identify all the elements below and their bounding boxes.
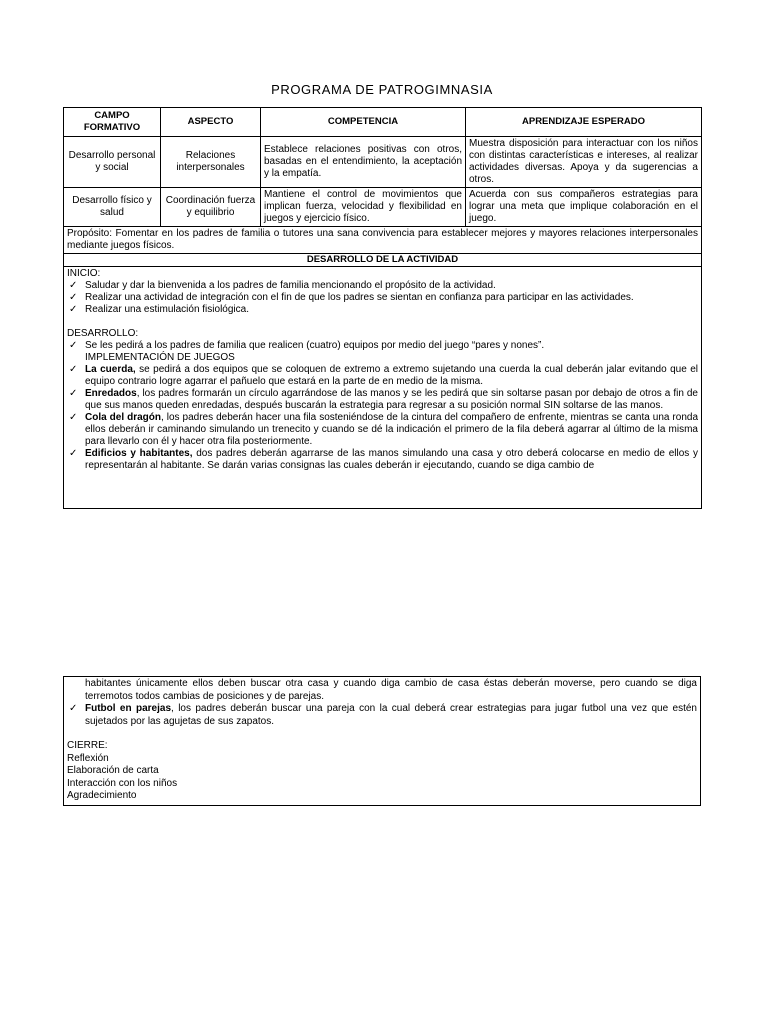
list-item: ✓ Se les pedirá a los padres de familia que realicen (cuatro) equipos por medio del juego “pares y nones”.: [69, 340, 545, 351]
game-name: Edificios y habitantes,: [85, 448, 193, 459]
cell-competencia: Establece relaciones positivas con otros, basadas en el entendimiento, la aceptación y la empatía.: [261, 137, 466, 188]
check-icon: ✓: [69, 412, 78, 423]
activity-row: [64, 267, 702, 509]
check-icon: ✓: [69, 388, 78, 399]
cell-aprendizaje: Acuerda con sus compañeros estrategias para lograr una meta que implique colaboración en el juego.: [466, 188, 702, 227]
game-name: Enredados: [85, 388, 137, 399]
cierre-item: Elaboración de carta: [67, 765, 159, 776]
page-title: PROGRAMA DE PATROGIMNASIA: [271, 82, 493, 97]
inicio-list: [67, 280, 698, 316]
table-row: [64, 188, 702, 227]
check-icon: ✓: [69, 292, 78, 303]
list-item: ✓ Realizar una actividad de integración con el fin de que los padres se sientan en confianza para participar en las actividades.: [69, 292, 634, 303]
cierre-item: Interacción con los niños: [67, 777, 178, 789]
list-item: ✓ Saludar y dar la bienvenida a los padres de familia mencionando el propósito de la actividad.: [69, 280, 496, 291]
table-row: [64, 137, 702, 188]
game-name: Futbol en parejas: [85, 703, 172, 714]
check-icon: ✓: [69, 340, 78, 351]
cell-aspecto: Relaciones interpersonales: [161, 137, 261, 188]
program-table: [63, 107, 702, 509]
activity-body: [64, 267, 702, 509]
check-icon: ✓: [69, 304, 78, 315]
cell-aprendizaje: Muestra disposición para interactuar con los niños con distintas características e intereses, al realizar actividades diversas. Apoya y da sugerencias a otros.: [466, 137, 702, 188]
games-list: [67, 364, 698, 472]
cierre-item: Agradecimiento: [67, 790, 137, 801]
game-name: Cola del dragón: [85, 412, 161, 423]
header-aspecto: ASPECTO: [161, 108, 261, 137]
purpose-row: [64, 227, 702, 254]
cell-competencia: Mantiene el control de movimientos que implican fuerza, velocidad y flexibilidad en juegos y ejercicio físico.: [261, 188, 466, 227]
list-item: ✓ Futbol en parejas, los padres deberán buscar una pareja con la cual deberá crear estrategias para jugar futbol una vez que estén sujetados por las agujetas de sus zapatos.: [69, 703, 697, 727]
check-icon: ✓: [69, 364, 78, 375]
header-competencia: COMPETENCIA: [261, 108, 466, 137]
cierre-label: CIERRE:: [67, 740, 108, 751]
cierre-item: Reflexión: [67, 752, 109, 764]
check-icon: ✓: [69, 280, 78, 291]
desarrollo-label: DESARROLLO:: [67, 328, 139, 339]
games-list-continued: [67, 703, 697, 728]
purpose-text: Propósito: Fomentar en los padres de familia o tutores una sana convivencia para establecer mejores y mayores relaciones interpersonales mediante juegos físicos.: [64, 227, 702, 254]
section-header-row: [64, 254, 702, 267]
list-item: ✓ La cuerda, se pedirá a dos equipos que se coloquen de extremo a extremo sujetando una cuerda la cual deberán jalar evitando que el equipo contrario logre agarrar el pañuelo que estará en la parte de en medio de la misma.: [69, 364, 698, 387]
cell-campo: Desarrollo personal y social: [64, 137, 161, 188]
list-item: ✓ Cola del dragón, los padres deberán hacer una fila sosteniéndose de la cintura del compañero de enfrente, mientras se canta una ronda ellos deberán ir caminando simulando un trenecito y cuando se dé la indicación el primero de la fila deberá agarrar al último de la misma para llevarlo con él y hacer otra fila posteriormente.: [69, 412, 698, 447]
games-subtitle: IMPLEMENTACIÓN DE JUEGOS: [85, 352, 235, 363]
check-icon: ✓: [69, 703, 78, 714]
inicio-label: INICIO:: [67, 268, 101, 279]
header-campo-formativo: CAMPO FORMATIVO: [64, 108, 161, 137]
list-item: ✓ Enredados, los padres formarán un círculo agarrándose de las manos y se les pedirá que sin soltarse pasan por debajo de otros a fin de que sus manos queden enredadas, después buscarán la estrategia para regresar a su posición normal SIN soltarse de las manos.: [69, 388, 698, 411]
header-aprendizaje-esperado: APRENDIZAJE ESPERADO: [466, 108, 702, 137]
check-icon: ✓: [69, 448, 78, 459]
table-header-row: [64, 108, 702, 137]
continuation-box: [63, 676, 701, 806]
list-item: ✓ Realizar una estimulación fisiológica.: [69, 304, 249, 315]
game-name: La cuerda,: [85, 364, 136, 375]
cell-aspecto: Coordinación fuerza y equilibrio: [161, 188, 261, 227]
desarrollo-list: [67, 340, 698, 352]
list-item: ✓ Edificios y habitantes, dos padres deberán agarrarse de las manos simulando una casa y otro deberá colocarse en medio de ellos y representarán al habitante. Se darán varias consignas las cuales deberán ir ejecutando, cuando se diga cambio de: [69, 448, 698, 471]
section-title: DESARROLLO DE LA ACTIVIDAD: [64, 254, 702, 267]
continuation-text: habitantes únicamente ellos deben buscar otra casa y cuando diga cambio de casa éstas deberán moverse, pero cuando se diga terremotos todos cambias de posiciones y de parejas.: [85, 678, 697, 702]
cell-campo: Desarrollo físico y salud: [64, 188, 161, 227]
